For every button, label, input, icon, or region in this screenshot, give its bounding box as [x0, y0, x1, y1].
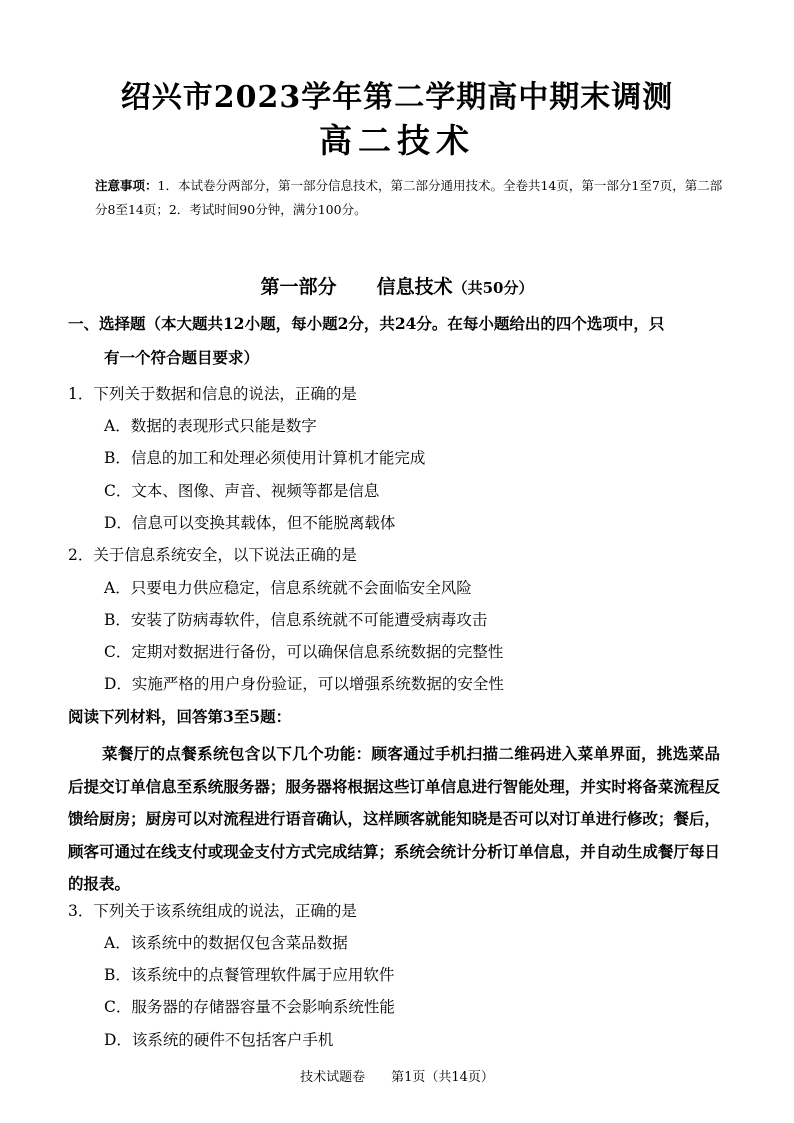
question-2-option-a: A．只要电力供应稳定，信息系统就不会面临安全风险 [104, 579, 472, 597]
footer-paper-name: 技术试题卷 [300, 1070, 366, 1085]
section-points: （共50分） [452, 279, 534, 297]
section-subject: 信息技术 [376, 276, 453, 298]
question-2-option-b: B．安装了防病毒软件，信息系统就不可能遭受病毒攻击 [104, 611, 488, 629]
question-3-stem: 3．下列关于该系统组成的说法，正确的是 [68, 902, 357, 920]
footer-page-number: 第1页（共14页） [391, 1070, 494, 1085]
page-footer [0, 1066, 794, 1085]
reading-intro: 阅读下列材料，回答第3至5题： [68, 707, 292, 726]
question-1-stem: 1．下列关于数据和信息的说法，正确的是 [68, 385, 357, 403]
notice-text: 1．本试卷分两部分，第一部分信息技术，第二部分通用技术。全卷共14页，第一部分1至7页，第二部分8至14页；2．考试时间90分钟，满分100分。 [95, 178, 723, 217]
question-2-option-d: D．实施严格的用户身份验证，可以增强系统数据的安全性 [104, 675, 504, 693]
question-1-option-b: B．信息的加工和处理必须使用计算机才能完成 [104, 449, 426, 467]
reading-passage: 菜餐厅的点餐系统包含以下几个功能：顾客通过手机扫描二维码进入菜单界面，挑选菜品后提交订单信息至系统服务器；服务器将根据这些订单信息进行智能处理，并实时将备菜流程反馈给厨房；厨房可以对流程进行语音确认，这样顾客就能知晓是否可以对订单进行修改；餐后，顾客可通过在线支付或现金支付方式完成结算；系统会统计分析订单信息，并自动生成餐厅每日的报表。 [68, 744, 720, 893]
exam-subtitle: 高二技术 [319, 121, 475, 160]
section-title [0, 272, 794, 299]
part1-heading-cont: 有一个符合题目要求） [104, 348, 260, 367]
question-3-option-b: B．该系统中的点餐管理软件属于应用软件 [104, 966, 395, 984]
question-2-option-c: C．定期对数据进行备份，可以确保信息系统数据的完整性 [104, 643, 504, 661]
question-1-option-c: C．文本、图像、声音、视频等都是信息 [104, 482, 380, 500]
notice-label: 注意事项： [95, 178, 158, 193]
question-3-option-d: D．该系统的硬件不包括客户手机 [104, 1031, 334, 1049]
section-name: 第一部分 [260, 276, 337, 298]
exam-title: 绍兴市2023学年第二学期高中期末调测 [120, 80, 674, 115]
question-1-option-a: A．数据的表现形式只能是数字 [104, 417, 317, 435]
part1-heading: 一、选择题（本大题共12小题，每小题2分，共24分。在每小题给出的四个选项中，只 [68, 314, 665, 333]
question-3-option-c: C．服务器的存储器容量不会影响系统性能 [104, 998, 395, 1016]
question-3-option-a: A．该系统中的数据仅包含菜品数据 [104, 934, 348, 952]
notice [95, 174, 725, 222]
question-1-option-d: D．信息可以变换其载体，但不能脱离载体 [104, 514, 396, 532]
question-2-stem: 2．关于信息系统安全，以下说法正确的是 [68, 546, 357, 564]
